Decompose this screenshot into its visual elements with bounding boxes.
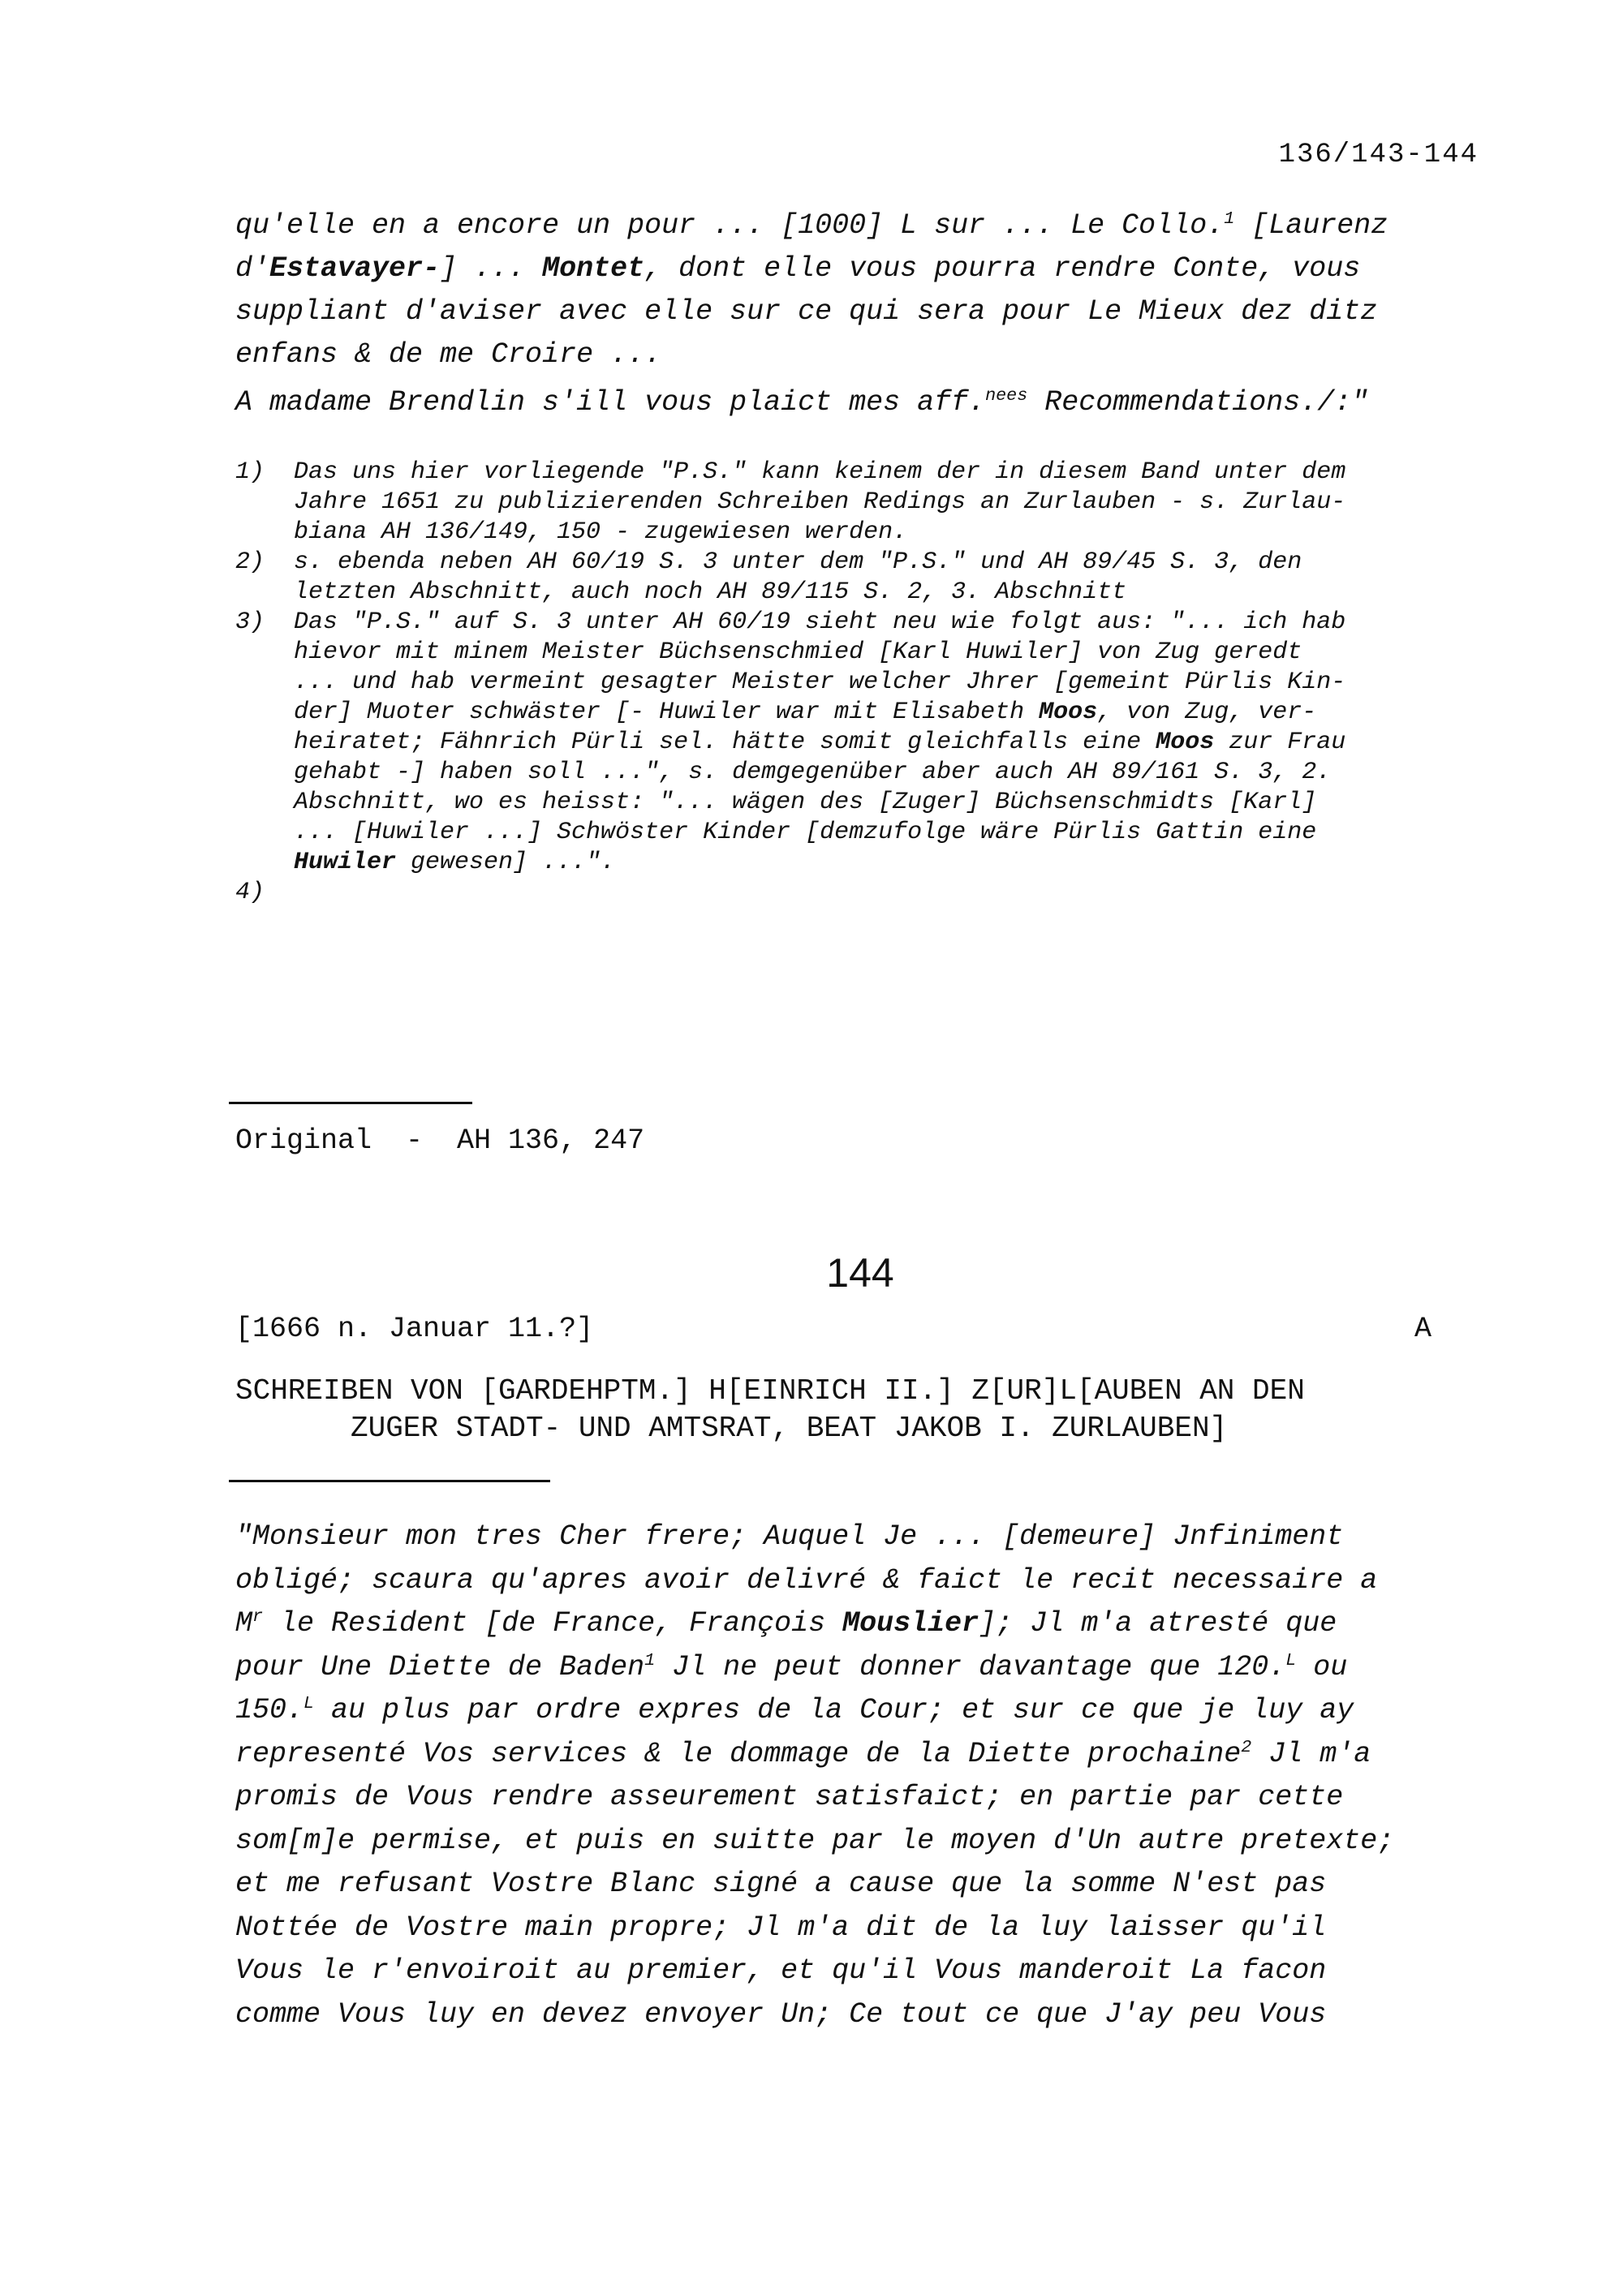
- superscript: 2: [1241, 1736, 1252, 1757]
- text-run: enfans & de me Croire ...: [235, 338, 662, 371]
- text-run: Jl ne peut donner davantage que 120.: [655, 1650, 1286, 1683]
- bold-name: Montet: [542, 252, 645, 285]
- text-run: comme Vous luy en devez envoyer Un; Ce tout ce que J'ay peu Vous: [235, 1997, 1327, 2031]
- footnote-line: [235, 758, 1485, 788]
- footnote-number: [235, 788, 294, 818]
- footnote-number: [235, 638, 294, 668]
- superscript: r: [252, 1606, 264, 1627]
- text-run: gewesen] ...".: [396, 849, 616, 876]
- text-run: et me refusant Vostre Blanc signé a cause que la somme N'est pas: [235, 1868, 1327, 1900]
- footnote-text: [294, 668, 1345, 698]
- footnote-line: [235, 728, 1485, 758]
- footnote-line: [235, 848, 1485, 878]
- text-run: Vous le r'envoiroit au premier, et qu'il Vous manderoit La facon: [235, 1954, 1327, 1987]
- document-category: A: [1414, 1313, 1431, 1345]
- superscript: 1: [644, 1649, 656, 1670]
- text-run: ] ...: [440, 252, 543, 285]
- bold-name: Huwiler: [294, 849, 397, 876]
- text-run: , von Zug, ver-: [1097, 699, 1317, 726]
- footnote-line: [235, 788, 1485, 818]
- text-run: Jahre 1651 zu publizierenden Schreiben Redings an Zurlauben - s. Zurlau-: [294, 488, 1346, 516]
- text-line: [235, 1820, 1485, 1864]
- footnote-text: [294, 488, 1345, 518]
- text-line: [235, 381, 1477, 424]
- text-line: [235, 1863, 1485, 1907]
- text-run: pour Une Diette de Baden: [235, 1650, 645, 1683]
- footnote-line: [235, 518, 1485, 548]
- footnote-number: [235, 728, 294, 758]
- footnote-line: [235, 548, 1485, 578]
- footnote-number: [235, 668, 294, 698]
- text-line: [235, 204, 1477, 247]
- footnote-line: [235, 878, 1485, 908]
- text-run: Jl m'a: [1251, 1737, 1371, 1770]
- text-line: [235, 1689, 1485, 1733]
- text-run: zur Frau: [1214, 729, 1346, 756]
- footnote-text: [294, 818, 1316, 848]
- letter-body: [235, 1516, 1485, 2036]
- text-run: A madame Brendlin s'ill vous plaict mes aff.: [235, 386, 986, 419]
- footnote-text: [294, 698, 1316, 728]
- text-run: , dont elle vous pourra rendre Conte, vous: [644, 252, 1361, 285]
- document-date: [1666 n. Januar 11.?]: [235, 1313, 594, 1345]
- superscript: nees: [985, 385, 1028, 406]
- text-run: heiratet; Fähnrich Pürli sel. hätte somit gleichfalls eine: [294, 729, 1156, 756]
- text-line: [235, 1950, 1485, 1993]
- heading-line-1: SCHREIBEN VON [GARDEHPTM.] H[EINRICH II.] Z[UR]L[AUBEN AN DEN: [235, 1374, 1305, 1408]
- text-line: [235, 1993, 1485, 2037]
- superscript: 1: [1224, 209, 1235, 230]
- bold-name: Moos: [1156, 729, 1215, 756]
- text-line: [235, 247, 1477, 290]
- footnote-divider: [229, 1102, 472, 1104]
- page-reference: 136/143-144: [1278, 140, 1479, 170]
- footnote-line: [235, 488, 1485, 518]
- text-run: promis de Vous rendre asseurement satisfaict; en partie par cette: [235, 1781, 1344, 1813]
- footnote-line: [235, 818, 1485, 848]
- text-run: ou: [1296, 1650, 1348, 1683]
- text-run: le Resident [de France, François: [263, 1607, 843, 1640]
- original-reference: Original - AH 136, 247: [235, 1124, 645, 1157]
- document-number: 144: [826, 1250, 894, 1296]
- footnote-number: 2): [235, 548, 265, 576]
- footnote-number: 3): [235, 608, 265, 636]
- footnote-line: [235, 668, 1485, 698]
- footnote-line: [235, 698, 1485, 728]
- text-run: ]; Jl m'a atresté que: [979, 1607, 1337, 1640]
- text-run: Das uns hier vorliegende "P.S." kann keinem der in diesem Band unter dem: [294, 458, 1346, 486]
- footnote-text: [294, 458, 1345, 488]
- heading-divider: [229, 1480, 550, 1482]
- text-line: [235, 1907, 1485, 1950]
- text-run: gehabt -] haben soll ...", s. demgegenüber aber auch AH 89/161 S. 3, 2.: [294, 759, 1332, 786]
- footnote-number: [235, 698, 294, 728]
- heading-line-2: ZUGER STADT- UND AMTSRAT, BEAT JAKOB I. ZURLAUBEN]: [351, 1412, 1228, 1445]
- text-run: ... [Huwiler ...] Schwöster Kinder [demzufolge wäre Pürlis Gattin eine: [294, 819, 1317, 846]
- bold-name: Mouslier: [842, 1607, 979, 1640]
- footnote-line: [235, 608, 1485, 638]
- footnote-text: [294, 518, 907, 548]
- bold-name: Estavayer-: [269, 252, 441, 285]
- text-run: s. ebenda neben AH 60/19 S. 3 unter dem "P.S." und AH 89/45 S. 3, den: [294, 548, 1302, 576]
- text-run: Abschnitt, wo es heisst: "... wägen des [Zuger] Büchsenschmidts [Karl]: [294, 789, 1317, 816]
- text-run: som[m]e permise, et puis en suitte par le moyen d'Un autre pretexte;: [235, 1824, 1395, 1857]
- text-run: Recommendations./:": [1027, 386, 1369, 419]
- footnote-number: [235, 818, 294, 848]
- footnote-number: [235, 518, 294, 548]
- text-run: au plus par ordre expres de la Cour; et sur ce que je luy ay: [314, 1694, 1354, 1726]
- text-line: [235, 1516, 1485, 1559]
- text-run: "Monsieur mon tres Cher frere; Auquel Je ... [demeure] Jnfiniment: [235, 1520, 1344, 1553]
- text-run: biana AH 136/149, 150 - zugewiesen werden.: [294, 518, 908, 546]
- document-heading: [235, 1373, 1453, 1447]
- superscript: L: [1285, 1649, 1297, 1670]
- footnote-number: 4): [235, 879, 265, 906]
- text-run: 150.: [235, 1694, 304, 1726]
- text-line: [235, 290, 1477, 333]
- text-run: d': [235, 252, 270, 285]
- text-line: [235, 333, 1477, 376]
- footnote-number: [235, 758, 294, 788]
- text-run: letzten Abschnitt, auch noch AH 89/115 S. 2, 3. Abschnitt: [294, 578, 1127, 606]
- text-run: obligé; scaura qu'apres avoir delivré & faict le recit necessaire a: [235, 1563, 1378, 1597]
- footnote-number: 1): [235, 458, 265, 486]
- text-run: [Laurenz: [1234, 209, 1388, 242]
- text-line: [235, 1733, 1485, 1777]
- text-line: [235, 1776, 1485, 1820]
- footnote-text: [294, 638, 1302, 668]
- text-run: der] Muoter schwäster [- Huwiler war mit Elisabeth: [294, 699, 1040, 726]
- text-run: suppliant d'aviser avec elle sur ce qui sera pour Le Mieux dez ditz: [235, 295, 1378, 328]
- footnotes: [235, 458, 1485, 908]
- footnote-line: [235, 578, 1485, 608]
- footnote-number: [235, 848, 294, 878]
- footnote-text: [294, 548, 1302, 578]
- letter-continuation: [235, 204, 1477, 424]
- text-run: Das "P.S." auf S. 3 unter AH 60/19 sieht neu wie folgt aus: "... ich hab: [294, 608, 1346, 636]
- footnote-number: [235, 578, 294, 608]
- superscript: L: [304, 1693, 315, 1714]
- footnote-text: [294, 788, 1316, 818]
- text-run: hievor mit minem Meister Büchsenschmied [Karl Huwiler] von Zug geredt: [294, 638, 1302, 666]
- footnote-line: [235, 638, 1485, 668]
- text-run: ... und hab vermeint gesagter Meister welcher Jhrer [gemeint Pürlis Kin-: [294, 669, 1346, 696]
- text-line: [235, 1646, 1485, 1690]
- text-line: [235, 1559, 1485, 1603]
- text-run: M: [235, 1607, 253, 1640]
- text-line: [235, 1602, 1485, 1646]
- footnote-text: [294, 578, 1126, 608]
- text-run: Nottée de Vostre main propre; Jl m'a dit de la luy laisser qu'il: [235, 1911, 1327, 1944]
- footnote-text: [294, 728, 1345, 758]
- footnote-text: [294, 608, 1345, 638]
- footnote-number: [235, 488, 294, 518]
- footnote-text: [294, 848, 615, 878]
- footnote-line: [235, 458, 1485, 488]
- text-run: qu'elle en a encore un pour ... [1000] L sur ... Le Collo.: [235, 209, 1225, 242]
- bold-name: Moos: [1039, 699, 1098, 726]
- text-run: representé Vos services & le dommage de la Diette prochaine: [235, 1737, 1242, 1770]
- footnote-text: [294, 758, 1331, 788]
